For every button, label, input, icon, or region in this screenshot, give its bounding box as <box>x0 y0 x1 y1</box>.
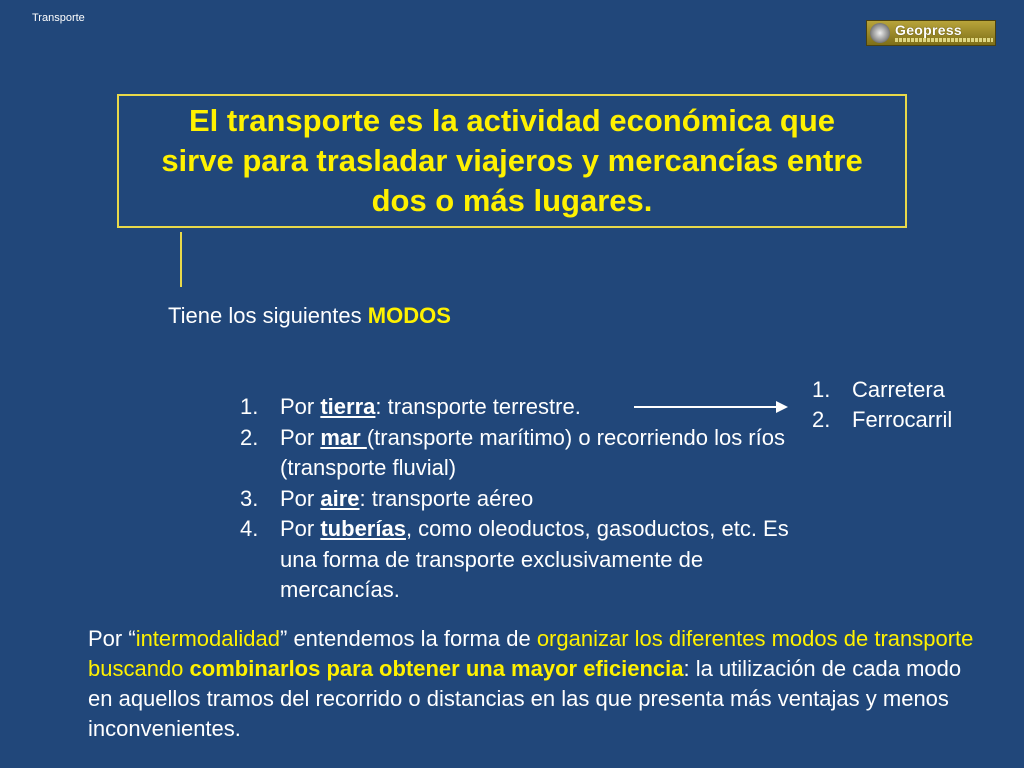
modes-intro <box>168 303 451 329</box>
modes-list <box>240 392 800 606</box>
mode-number: 1. <box>240 394 259 419</box>
subtype-label: Ferrocarril <box>852 407 953 432</box>
mode-description: (transporte marítimo) o recorriendo los ríos (transporte fluvial) <box>280 424 785 480</box>
mode-term: aire <box>320 485 360 511</box>
mode-prefix: Por <box>280 516 321 541</box>
intermodality-paragraph <box>88 624 988 744</box>
globe-emblem-icon <box>870 23 890 43</box>
mode-term: tuberías <box>320 516 406 541</box>
slide-topic-label: Transporte <box>32 12 85 24</box>
definition-text: El transporte es la actividad económica que sirve para trasladar viajeros y mercancías entre dos o más lugares. <box>161 103 863 218</box>
mode-term: tierra <box>320 394 376 419</box>
subtype-label: Carretera <box>852 377 945 402</box>
modes-intro-text: Tiene los siguientes <box>168 303 368 328</box>
geopress-logo <box>866 20 996 46</box>
connector-line <box>180 232 182 287</box>
mode-number: 4. <box>240 516 259 541</box>
mode-prefix: Por <box>280 485 321 511</box>
land-subtypes-list <box>812 375 952 435</box>
mode-item-sea <box>240 423 800 484</box>
mode-item-air <box>240 484 800 515</box>
mode-number: 3. <box>240 485 259 511</box>
mode-number: 2. <box>240 424 259 450</box>
mode-description: : transporte aéreo <box>359 485 534 511</box>
mode-item-pipeline <box>240 514 800 606</box>
mode-description: , como oleoductos, gasoductos, etc. Es una forma de transporte exclusivamente de mercancías. <box>280 516 789 602</box>
mode-description: : transporte terrestre. <box>375 394 581 419</box>
subtype-number: 2. <box>812 407 831 432</box>
mode-prefix: Por <box>280 424 321 450</box>
subtype-number: 1. <box>812 377 831 402</box>
intermodality-key-phrase: combinarlos para obtener una mayor eficiencia <box>189 656 684 681</box>
modes-keyword: MODOS <box>367 303 451 328</box>
intermodality-term: intermodalidad <box>135 626 280 651</box>
intermodality-text: ” entendemos la forma de <box>280 626 537 651</box>
subtype-item-rail <box>812 405 952 435</box>
subtype-item-road <box>812 375 952 405</box>
logo-name: Geopress <box>895 22 962 38</box>
definition-box <box>117 94 907 228</box>
intermodality-text: : la utilización de cada modo en aquellos tramos del recorrido o distancias en las que presenta más ventajas y menos inconvenientes. <box>88 656 962 741</box>
logo-tagline-decoration <box>895 38 993 42</box>
mode-term: mar <box>320 424 367 450</box>
arrow-right-icon <box>634 398 788 416</box>
intermodality-text: Por “ <box>88 626 136 651</box>
intermodality-highlight: organizar los diferentes modos de transporte buscando <box>88 626 974 681</box>
mode-prefix: Por <box>280 394 321 419</box>
